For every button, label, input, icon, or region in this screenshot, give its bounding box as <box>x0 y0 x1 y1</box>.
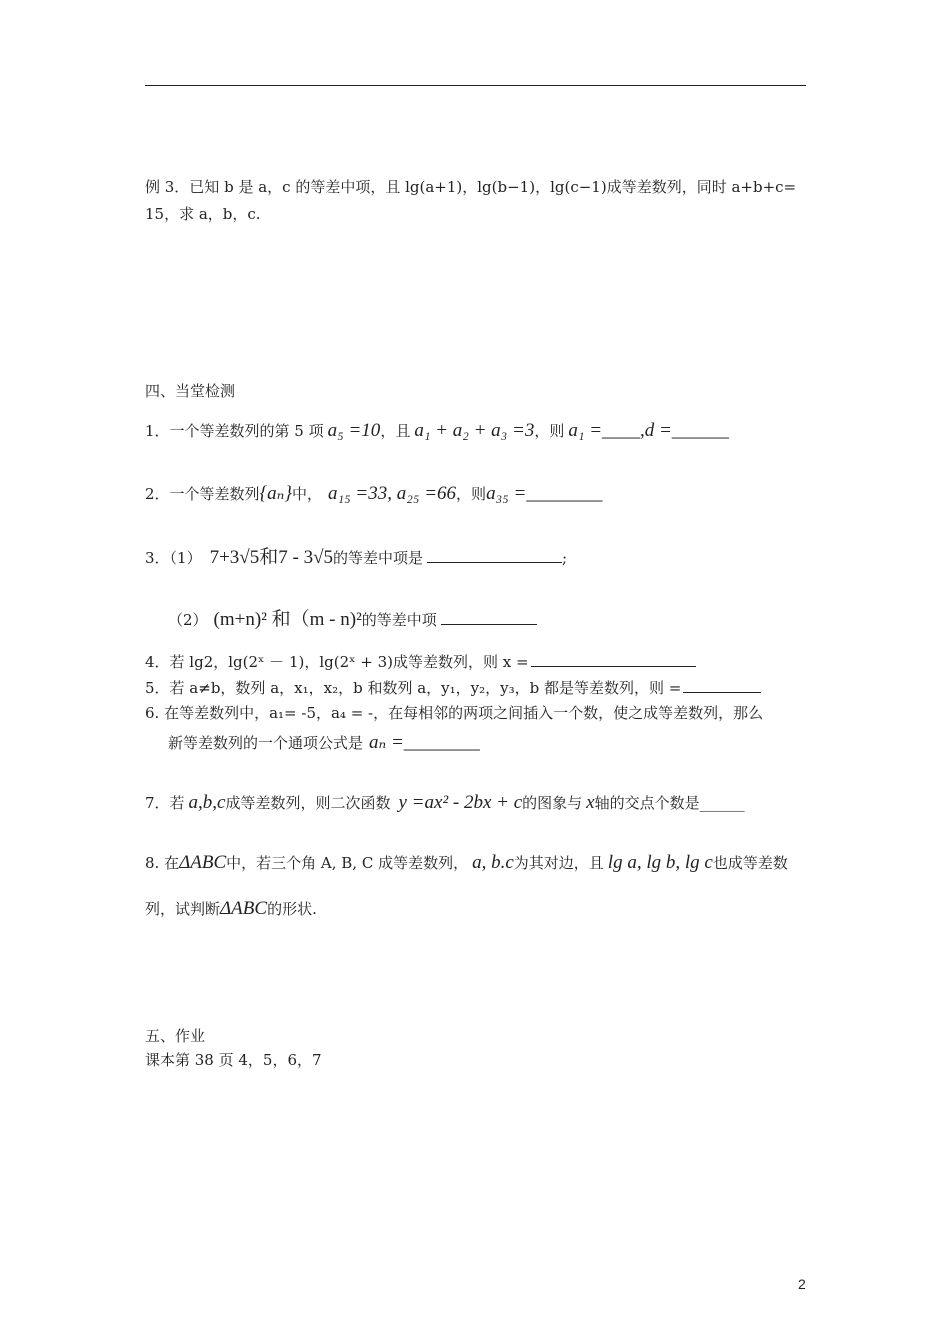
q7-mid2: 的图象与 <box>522 794 583 812</box>
q1-pre: 1．一个等差数列的第 5 项 <box>145 422 324 440</box>
question-5 <box>145 677 761 698</box>
q8-line2-triangle: ΔABC <box>220 898 268 919</box>
q7-mid: 成等差数列，则二次函数 <box>225 794 391 812</box>
q2-pre: 2．一个等差数列 <box>145 485 260 503</box>
q8-triangle: ΔABC <box>179 852 227 873</box>
q2-answer: a₃₅ =________ <box>486 483 603 504</box>
q2-cond: a₁₅ =33, a₂₅ =66 <box>327 483 457 504</box>
question-3-part-2 <box>168 604 537 631</box>
q3a-blank[interactable] <box>427 548 562 563</box>
question-2 <box>145 482 602 505</box>
q5-blank[interactable] <box>683 678 761 693</box>
q1-cond1: a₅ =10 <box>327 420 381 441</box>
q7-pre: 7．若 <box>145 794 185 812</box>
q3b-expr: (m+n)² 和（m - n)² <box>213 609 362 630</box>
q6-line2: 新等差数列的一个通项公式是 <box>168 734 364 752</box>
q7-vars: a,b,c <box>188 792 226 813</box>
header-rule <box>145 85 806 86</box>
q8-logs: lg a, lg b, lg c <box>607 852 713 873</box>
question-8-line-1 <box>145 852 788 874</box>
q1-cond2: a₁ + a₂ + a₃ =3 <box>414 420 535 441</box>
q5-text: 5．若 a≠b，数列 a，x₁，x₂，b 和数列 a，y₁，y₂，y₃，b 都是等差数列，则 = <box>145 679 682 697</box>
q2-seq: {aₙ} <box>259 483 292 504</box>
question-4 <box>145 651 696 672</box>
q3a-pre: 3．（1） <box>145 549 202 567</box>
question-6-line-2 <box>168 731 480 754</box>
section-4-heading: 四、当堂检测 <box>145 382 236 400</box>
q8-post: 也成等差数 <box>712 854 788 872</box>
example-3-line-2: 15，求 a，b，c. <box>145 205 261 223</box>
q3b-post: 的等差中项 <box>361 611 437 629</box>
q8-mid2: 为其对边，且 <box>513 854 604 872</box>
q3b-pre: （2） <box>168 611 208 629</box>
question-6-line-1: 6. 在等差数列中，a₁= -5，a₄ = -，在每相邻的两项之间插入一个数，使之成等差数列，那么 <box>145 704 764 722</box>
q3a-expr: 7+3√5和7 - 3√5 <box>209 547 333 568</box>
q7-axis: x <box>586 792 595 813</box>
q8-line2-pre: 列，试判断 <box>145 900 221 918</box>
q1-mid2: ，则 <box>534 422 565 440</box>
q1-mid: ，且 <box>380 422 411 440</box>
question-7 <box>145 792 745 814</box>
q3b-blank[interactable] <box>441 610 537 625</box>
q7-post: 轴的交点个数是______ <box>594 794 745 812</box>
q4-blank[interactable] <box>531 652 696 667</box>
q6-answer: aₙ =________ <box>369 732 480 753</box>
homework-text: 课本第 38 页 4，5，6，7 <box>145 1051 322 1069</box>
q3a-tail: ; <box>562 549 568 567</box>
example-3-line-1: 例 3．已知 b 是 a，c 的等差中项，且 lg(a+1)，lg(b−1)，lg(c−1)成等差数列，同时 a+b+c= <box>145 178 797 196</box>
q8-mid: 中，若三个角 A, B, C 成等差数列， <box>226 854 469 872</box>
q1-answer: a₁ =____,d =______ <box>568 420 729 441</box>
q7-func: y =ax² - 2bx + c <box>398 792 523 813</box>
question-3-part-1 <box>145 542 567 569</box>
section-5-heading: 五、作业 <box>145 1027 206 1045</box>
q3a-post: 的等差中项是 <box>333 549 424 567</box>
page-number: 2 <box>798 1276 806 1292</box>
question-1 <box>145 420 729 442</box>
q2-mid2: ，则 <box>456 485 487 503</box>
q8-sides: a, b.c <box>472 852 514 873</box>
q4-text: 4．若 lg2，lg(2ˣ － 1)，lg(2ˣ + 3)成等差数列，则 x = <box>145 653 529 671</box>
question-8-line-2 <box>145 898 317 920</box>
q8-line2-post: 的形状. <box>267 900 317 918</box>
q2-mid: 中， <box>291 485 322 503</box>
q8-pre: 8. 在 <box>145 854 180 872</box>
